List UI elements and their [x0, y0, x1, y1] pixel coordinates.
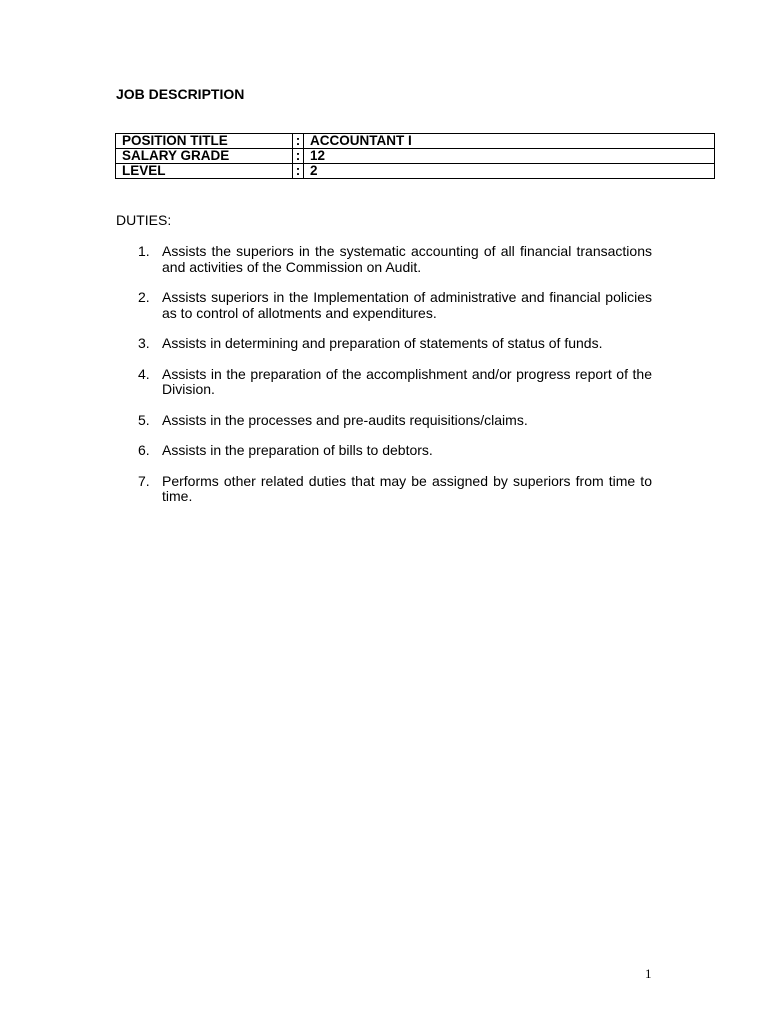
duty-number: 7. [138, 472, 150, 489]
position-title-value: ACCOUNTANT I [304, 134, 715, 149]
duty-text: Assists in the processes and pre-audits requisitions/claims. [162, 411, 528, 428]
list-item [138, 336, 652, 352]
level-value: 2 [304, 164, 715, 179]
duty-number: 4. [138, 365, 150, 382]
duty-text: Assists in the preparation of the accomplishment and/or progress report of the Division. [162, 365, 652, 397]
duty-text: Assists in the preparation of bills to debtors. [162, 442, 433, 458]
page-number: 1 [645, 966, 652, 981]
duty-text: Assists in determining and preparation of statements of status of funds. [162, 335, 603, 351]
separator: : [293, 164, 304, 179]
list-item [138, 474, 652, 505]
duty-number: 3. [138, 335, 150, 351]
list-item [138, 244, 652, 275]
duty-number: 2. [138, 289, 150, 305]
duties-list [138, 244, 652, 520]
duty-number: 6. [138, 442, 150, 458]
list-item [138, 290, 652, 321]
table-row [116, 164, 715, 179]
separator: : [293, 149, 304, 164]
duty-number: 1. [138, 243, 150, 259]
list-item [138, 367, 652, 398]
list-item [138, 443, 652, 459]
table-row [116, 134, 715, 149]
duties-heading: DUTIES: [116, 212, 172, 228]
salary-grade-value: 12 [304, 149, 715, 164]
position-info-table [115, 133, 715, 179]
position-title-label: POSITION TITLE [116, 134, 293, 149]
table-row [116, 149, 715, 164]
duty-number: 5. [138, 411, 150, 428]
salary-grade-label: SALARY GRADE [116, 149, 293, 164]
list-item [138, 413, 652, 429]
duty-text: Performs other related duties that may be assigned by superiors from time to time. [162, 472, 652, 504]
level-label: LEVEL [116, 164, 293, 179]
separator: : [293, 134, 304, 149]
duty-text: Assists superiors in the Implementation of administrative and financial policies as to control of allotments and expenditures. [162, 289, 652, 321]
page-title: JOB DESCRIPTION [116, 86, 245, 102]
duty-text: Assists the superiors in the systematic accounting of all financial transactions and activities of the Commission on Audit. [162, 243, 652, 275]
